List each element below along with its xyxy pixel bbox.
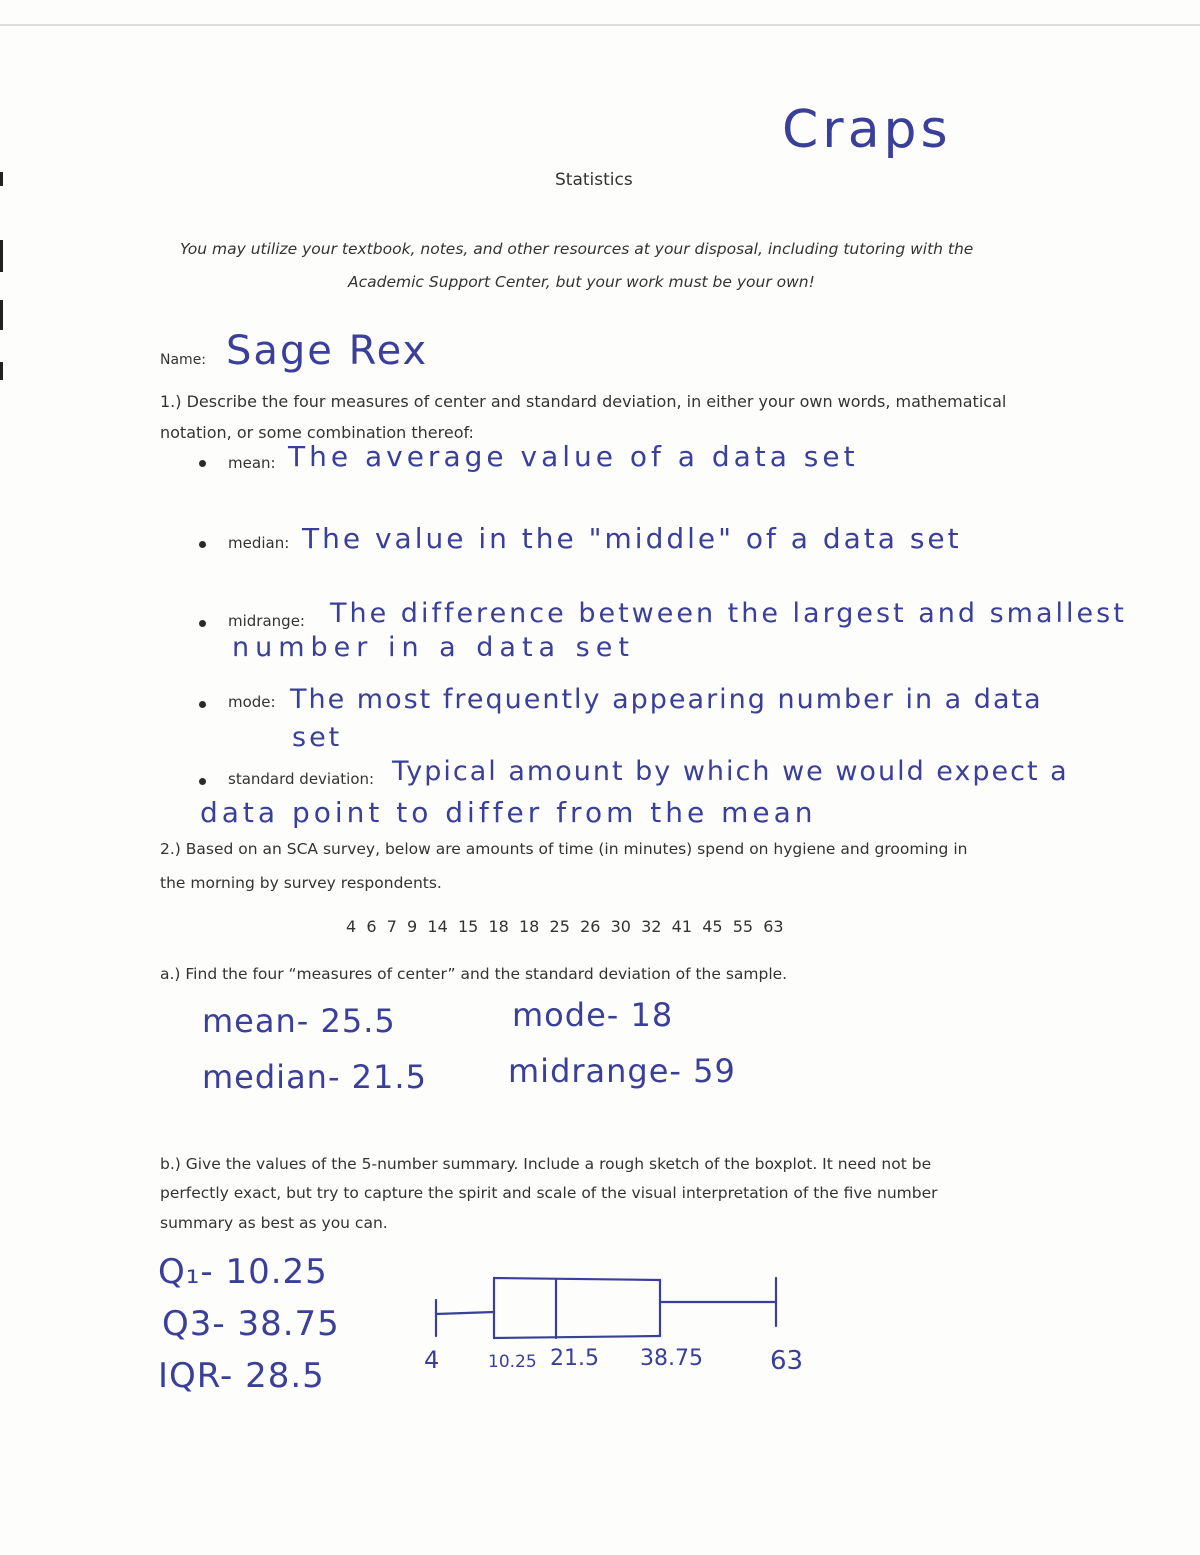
boxplot-tick-label: 10.25	[488, 1352, 537, 1372]
game-title: Craps	[782, 100, 952, 160]
bullet	[199, 778, 206, 785]
standard-deviation-answer-line-2: data point to differ from the mean	[200, 796, 817, 829]
instructions-line-2: Academic Support Center, but your work must be your own!	[348, 273, 815, 291]
q2a-midrange-answer: midrange- 59	[508, 1052, 736, 1090]
bullet	[199, 460, 206, 467]
name-label: Name:	[160, 352, 207, 368]
midrange-answer-line-2: number in a data set	[232, 632, 635, 663]
q2-prompt-line-2: the morning by survey respondents.	[160, 874, 442, 892]
bullet	[199, 541, 206, 548]
q2b-q1-answer: Q₁- 10.25	[158, 1252, 328, 1292]
margin-mark	[0, 240, 3, 272]
midrange-label: midrange:	[228, 612, 305, 630]
median-label: median:	[228, 534, 290, 552]
margin-mark	[0, 172, 3, 186]
margin-mark	[0, 300, 3, 330]
standard-deviation-answer-line-1: Typical amount by which we would expect a	[392, 756, 1069, 787]
q2-data-values: 4 6 7 9 14 15 18 18 25 26 30 32 41 45 55 63	[346, 917, 784, 936]
boxplot-tick-label: 4	[424, 1346, 440, 1374]
boxplot-lower-whisker	[436, 1312, 494, 1314]
boxplot-tick-label: 63	[770, 1346, 804, 1376]
course-title: Statistics	[555, 170, 633, 190]
margin-mark	[0, 362, 3, 380]
midrange-answer-line-1: The difference between the largest and smallest	[330, 598, 1127, 629]
q2a-prompt: a.) Find the four “measures of center” and the standard deviation of the sample.	[160, 965, 788, 983]
mode-label: mode:	[228, 693, 276, 711]
q2a-mode-answer: mode- 18	[512, 996, 674, 1034]
median-answer: The value in the "middle" of a data set	[302, 522, 962, 555]
boxplot-box-bottom	[494, 1336, 660, 1338]
q1-prompt-line-1: 1.) Describe the four measures of center and standard deviation, in either your own words, mathematical	[160, 392, 1007, 411]
boxplot-tick-label: 21.5	[550, 1346, 599, 1371]
q2b-q3-answer: Q3- 38.75	[162, 1304, 340, 1344]
q2a-mean-answer: mean- 25.5	[202, 1002, 396, 1040]
boxplot-tick-label: 38.75	[640, 1346, 703, 1371]
q2a-median-answer: median- 21.5	[202, 1058, 427, 1096]
q2b-prompt-line-1: b.) Give the values of the 5-number summary. Include a rough sketch of the boxplot. It need not be	[160, 1155, 932, 1173]
instructions-line-1: You may utilize your textbook, notes, and other resources at your disposal, including tutoring with the	[180, 240, 974, 258]
q2-prompt-line-1: 2.) Based on an SCA survey, below are amounts of time (in minutes) spend on hygiene and grooming in	[160, 840, 968, 858]
mean-answer: The average value of a data set	[288, 440, 859, 473]
q1-prompt-line-2: notation, or some combination thereof:	[160, 423, 474, 442]
q2b-prompt-line-2: perfectly exact, but try to capture the spirit and scale of the visual interpretation of the five number	[160, 1184, 938, 1202]
boxplot-box-top	[494, 1278, 660, 1280]
q2b-prompt-line-3: summary as best as you can.	[160, 1214, 388, 1232]
scan-artifact-top	[0, 24, 1200, 26]
bullet	[199, 620, 206, 627]
mode-answer-line-1: The most frequently appearing number in a data	[290, 684, 1043, 715]
standard-deviation-label: standard deviation:	[228, 770, 375, 788]
q2b-iqr-answer: IQR- 28.5	[158, 1356, 325, 1396]
bullet	[199, 701, 206, 708]
name-value: Sage Rex	[226, 328, 429, 374]
mean-label: mean:	[228, 454, 276, 472]
mode-answer-line-2: set	[292, 722, 343, 753]
